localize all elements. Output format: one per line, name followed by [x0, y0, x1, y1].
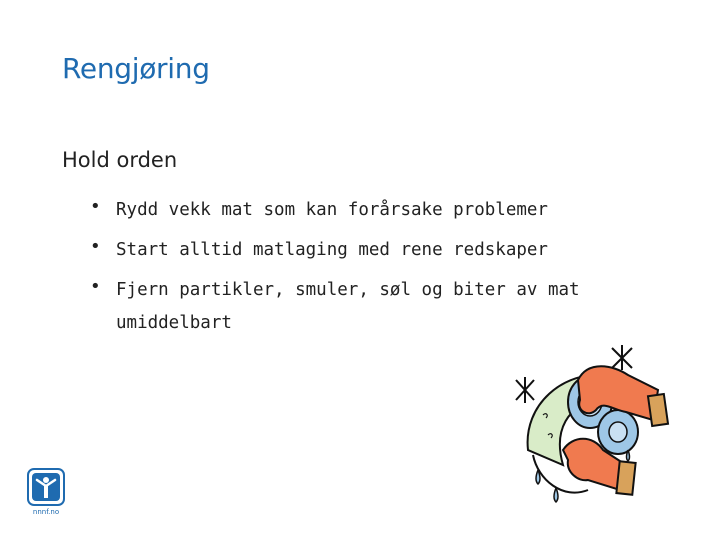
logo-text: nnnf.no	[32, 508, 60, 516]
bullet-list	[90, 194, 590, 347]
slide-title: Rengjøring	[62, 52, 210, 85]
dishwashing-illustration	[508, 340, 673, 520]
section-heading: Hold orden	[62, 148, 178, 172]
organization-logo	[27, 468, 65, 516]
bullet-item: • Rydd vekk mat som kan forårsake problemer	[90, 194, 590, 227]
bullet-item: • Fjern partikler, smuler, søl og biter av mat umiddelbart	[90, 274, 590, 340]
bullet-item: • Start alltid matlaging med rene redskaper	[90, 234, 590, 267]
